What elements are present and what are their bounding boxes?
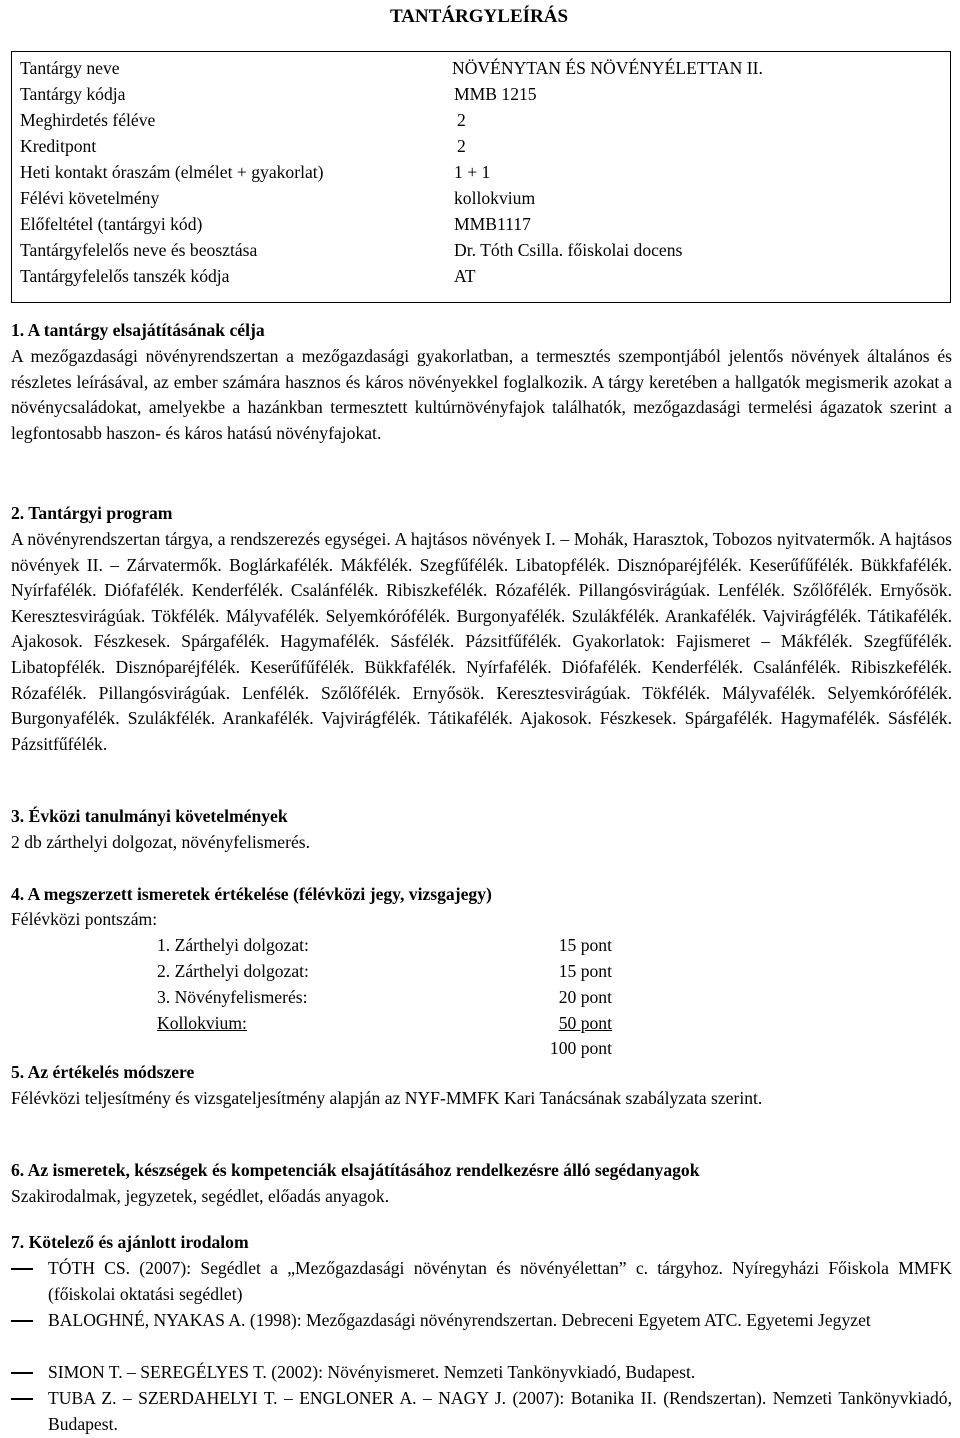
info-value: AT [454, 266, 476, 286]
section-1-text: A mezőgazdasági növényrendszertan a mezőgazdasági gyakorlatban, a termesztés szempontjából jelentős növények általános és részletes leírásával, az ember számára hasznos és káros növényekkel foglalkozik. A tárgy keretében a hallgatók megismerik azokat a növénycsaládokat, amelyekbe a hazánkban termesztett kultúrnövényfajok találhatók, mezőgazdasági termelési ágazatok szerint a legfontosabb haszon- és káros hatású növényfajokat. [11, 346, 952, 443]
points-item-value: 15 pont [558, 961, 612, 981]
section-5-heading: 5. Az értékelés módszere [11, 1062, 195, 1082]
info-label: Tantárgyfelelős tanszék kódja [20, 266, 230, 286]
points-total: 100 pont [549, 1038, 612, 1058]
points-item-label: 3. Növényfelismerés: [157, 987, 308, 1007]
dash-bullet-icon [11, 1398, 33, 1400]
section-3-text: 2 db zárthelyi dolgozat, növényfelismerés. [11, 832, 310, 852]
points-item-label: Kollokvium: [157, 1013, 247, 1033]
info-value: NÖVÉNYTAN ÉS NÖVÉNYÉLETTAN II. [452, 58, 763, 78]
document-title: TANTÁRGYLEÍRÁS [389, 6, 569, 27]
course-info-table [11, 51, 951, 303]
section-2-heading: 2. Tantárgyi program [11, 503, 173, 523]
info-value: 2 [457, 136, 466, 156]
section-6-heading: 6. Az ismeretek, készségek és kompetenciák elsajátításához rendelkezésre álló segédanyagok [11, 1160, 700, 1180]
info-label: Meghirdetés féléve [20, 110, 156, 130]
dash-bullet-icon [11, 1320, 33, 1322]
section-4-heading: 4. A megszerzett ismeretek értékelése (félévközi jegy, vizsgajegy) [11, 884, 492, 904]
info-row-code [20, 82, 940, 108]
info-label: Tantárgyfelelős neve és beosztása [20, 240, 258, 260]
info-label: Tantárgy neve [20, 58, 120, 78]
section-7-heading: 7. Kötelező és ajánlott irodalom [11, 1232, 249, 1252]
section-5-text: Félévközi teljesítmény és vizsgateljesítmény alapján az NYF-MMFK Kari Tanácsának szabályzata szerint. [11, 1088, 763, 1108]
points-item-value: 50 pont [558, 1013, 612, 1033]
reference-text: TÓTH CS. (2007): Segédlet a „Mezőgazdasági növénytan és növényélettan” c. tárgyhoz. Nyíregyházi Főiskola MMFK (főiskolai oktatási segédlet) [48, 1258, 952, 1304]
info-label: Félévi követelmény [20, 188, 160, 208]
info-row-prerequisite [20, 212, 940, 238]
info-row-department [20, 264, 940, 290]
info-label: Heti kontakt óraszám (elmélet + gyakorlat) [20, 162, 324, 182]
info-value: 1 + 1 [454, 162, 491, 182]
info-label: Kreditpont [20, 136, 97, 156]
points-intro: Félévközi pontszám: [11, 909, 158, 929]
info-value: MMB1117 [454, 214, 531, 234]
section-1-heading: 1. A tantárgy elsajátításának célja [11, 320, 265, 340]
points-item-value: 15 pont [558, 935, 612, 955]
info-value: kollokvium [454, 188, 536, 208]
info-value: 2 [457, 110, 466, 130]
info-row-name [20, 56, 940, 82]
reference-text: TUBA Z. – SZERDAHELYI T. – ENGLONER A. – NAGY J. (2007): Botanika II. (Rendszertan). Nemzeti Tankönyvkiadó, Budapest. [48, 1388, 952, 1434]
info-row-requirement [20, 186, 940, 212]
info-label: Előfeltétel (tantárgyi kód) [20, 214, 203, 234]
points-item-label: 2. Zárthelyi dolgozat: [157, 961, 309, 981]
info-row-hours [20, 160, 940, 186]
info-row-responsible [20, 238, 940, 264]
points-item-label: 1. Zárthelyi dolgozat: [157, 935, 309, 955]
info-row-semester [20, 108, 940, 134]
section-6-text: Szakirodalmak, jegyzetek, segédlet, előadás anyagok. [11, 1186, 390, 1206]
reference-text: BALOGHNÉ, NYAKAS A. (1998): Mezőgazdasági növényrendszertan. Debreceni Egyetem ATC. Egyetemi Jegyzet [48, 1310, 871, 1330]
info-value: Dr. Tóth Csilla. főiskolai docens [454, 240, 683, 260]
section-3-heading: 3. Évközi tanulmányi követelmények [11, 806, 288, 826]
dash-bullet-icon [11, 1268, 33, 1270]
reference-text: SIMON T. – SEREGÉLYES T. (2002): Növényismeret. Nemzeti Tankönyvkiadó, Budapest. [48, 1362, 696, 1382]
points-item-value: 20 pont [558, 987, 612, 1007]
section-2-text: A növényrendszertan tárgya, a rendszerezés egységei. A hajtásos növények I. – Mohák, Harasztok, Tobozos nyitvatermők. A hajtásos növények II. – Zárvatermők. Boglárkafélék. Mákfélék. Szegfűfélék. Libatopfélék. Disznóparéjfélék. Keserűfűfélék. Bükkfafélék. Nyírfafélék. Diófafélék. Kenderfélék. Csalánfélék. Ribiszkefélék. Rózafélék. Pillangósvirágúak. Lenfélék. Szőlőfélék. Ernyősök. Keresztesvirágúak. Tökfélék. Mályvafélék. Selyemkórófélék. Burgonyafélék. Szulákfélék. Arankafélék. Vajvirágfélék. Tátikafélék. Ajakosok. Fészkesek. Spárgafélék. Hagymafélék. Sásfélék. Pázsitfűfélék. Gyakorlatok: Fajismeret – Mákfélék. Szegfűfélék. Libatopfélék. Disznóparéjfélék. Keserűfűfélék. Bükkfafélék. Nyírfafélék. Diófafélék. Kenderfélék. Csalánfélék. Ribiszkefélék. Rózafélék. Pillangósvirágúak. Lenfélék. Szőlőfélék. Ernyősök. Keresztesvirágúak. Tökfélék. Mályvafélék. Selyemkórófélék. Burgonyafélék. Szulákfélék. Arankafélék. Vajvirágfélék. Tátikafélék. Ajakosok. Fészkesek. Spárgafélék. Hagymafélék. Sásfélék. Pázsitfűfélék. [11, 529, 952, 754]
dash-bullet-icon [11, 1372, 33, 1374]
info-label: Tantárgy kódja [20, 84, 126, 104]
info-row-credits [20, 134, 940, 160]
info-value: MMB 1215 [454, 84, 537, 104]
